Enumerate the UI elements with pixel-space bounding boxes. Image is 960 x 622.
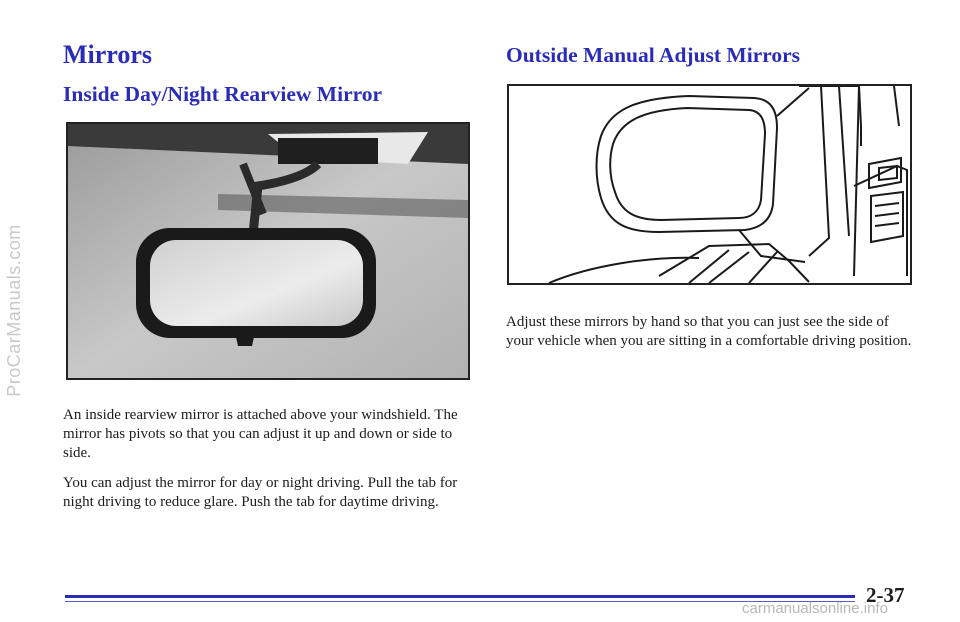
- page-number: 2-37: [866, 583, 905, 607]
- bottom-watermark: carmanualsonline.info: [742, 600, 888, 617]
- inside-mirror-photo: [66, 122, 470, 380]
- outside-mirror-paragraph: Adjust these mirrors by hand so that you can just see the side of your vehicle when you are sitting in a comfortable driving position.: [506, 314, 912, 349]
- footer-rule: [65, 595, 855, 598]
- side-watermark-text: ProCarManuals.com: [3, 223, 24, 397]
- footer-rule-thin: [65, 601, 855, 602]
- inside-mirror-heading: Inside Day/Night Rearview Mirror: [63, 82, 383, 106]
- outside-mirror-heading: Outside Manual Adjust Mirrors: [506, 43, 801, 67]
- section-title: Mirrors: [63, 40, 153, 69]
- side-watermark: [4, 60, 24, 560]
- inside-mirror-paragraph-1: An inside rearview mirror is attached above your windshield. The mirror has pivots so that you can adjust it up and down or side to side.: [63, 407, 458, 461]
- inside-mirror-paragraph-2: You can adjust the mirror for day or night driving. Pull the tab for night driving to reduce glare. Push the tab for daytime driving.: [63, 475, 458, 510]
- outside-mirror-drawing: [507, 84, 912, 285]
